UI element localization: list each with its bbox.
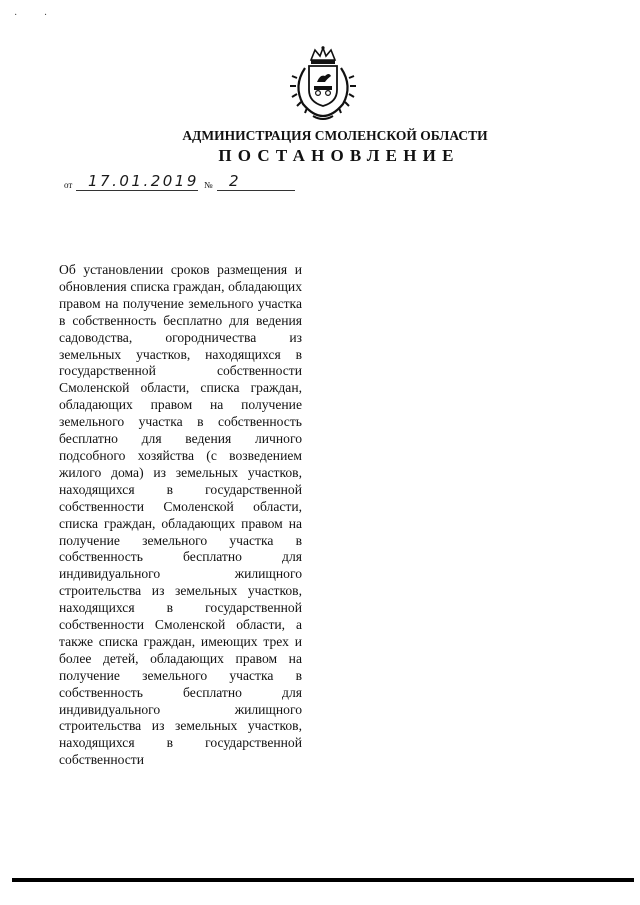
date-value: 17.01.2019 [88,172,199,190]
number-underline [217,190,295,191]
bottom-rule [12,878,634,882]
organization-name: АДМИНИСТРАЦИЯ СМОЛЕНСКОЙ ОБЛАСТИ [182,128,488,143]
date-label: от [64,180,73,190]
scan-marks: · · [14,10,60,21]
document-type-heading: ПОСТАНОВЛЕНИЕ [218,146,460,165]
smolensk-coat-of-arms-icon [287,46,359,122]
date-underline [76,190,198,191]
document-title: Об установлении сроков размещения и обновления списка граждан, обладающих правом на получение земельного участка в собственность бесплатно для ведения садоводства, огородничества из земельных участков, находящихся в государственной собственности Смоленской области, списка граждан, обладающих правом на получение земельного участка в собственность бесплатно для ведения личного подсобного хозяйства (с возведением жилого дома) из земельных участков, находящихся в государственной собственности Смоленской области, списка граждан, обладающих правом на получение земельного участка в собственность бесплатно для индивидуального жилищного строительства из земельных участков, находящихся в государственной собственности Смоленской области, а также списка граждан, имеющих трех и более детей, обладающих правом на получение земельного участка в собственность бесплатно для индивидуального жилищного строительства из земельных участков, находящихся в государственной собственности [59,262,302,768]
number-label: № [204,180,213,190]
registration-line [64,172,304,192]
number-value: 2 [229,172,240,190]
